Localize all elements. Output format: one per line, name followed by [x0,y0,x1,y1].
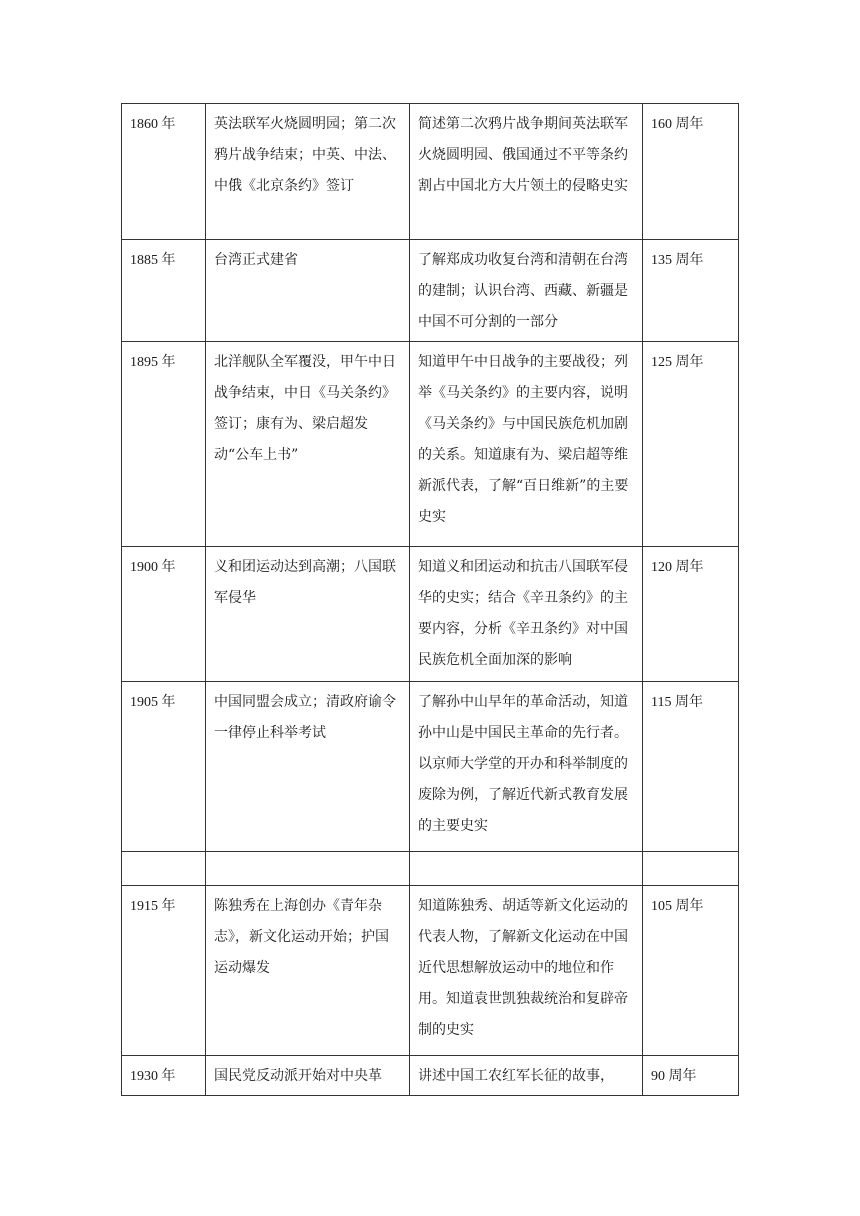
table-row [122,1056,739,1096]
anniversary-cell: 125 周年 [643,342,739,547]
year-cell: 1860 年 [122,104,206,240]
event-cell: 北洋舰队全军覆没，甲午中日战争结束，中日《马关条约》签订；康有为、梁启超发动“公车上书” [206,342,410,547]
year-cell [122,852,206,886]
requirement-cell [410,852,643,886]
event-cell [206,852,410,886]
requirement-cell: 讲述中国工农红军长征的故事， [410,1056,643,1096]
event-cell: 中国同盟会成立；清政府谕令一律停止科举考试 [206,682,410,852]
event-cell: 台湾正式建省 [206,240,410,342]
requirement-cell: 知道甲午中日战争的主要战役；列举《马关条约》的主要内容，说明《马关条约》与中国民族危机加剧的关系。知道康有为、梁启超等维新派代表，了解“百日维新”的主要史实 [410,342,643,547]
event-cell: 英法联军火烧圆明园；第二次鸦片战争结束；中英、中法、中俄《北京条约》签订 [206,104,410,240]
table-row [122,240,739,342]
table-row [122,886,739,1056]
requirement-cell: 了解孙中山早年的革命活动，知道孙中山是中国民主革命的先行者。以京师大学堂的开办和科举制度的废除为例，了解近代新式教育发展的主要史实 [410,682,643,852]
year-cell: 1885 年 [122,240,206,342]
year-cell: 1905 年 [122,682,206,852]
table-row [122,682,739,852]
requirement-cell: 简述第二次鸦片战争期间英法联军火烧圆明园、俄国通过不平等条约割占中国北方大片领土的侵略史实 [410,104,643,240]
event-cell: 陈独秀在上海创办《青年杂志》，新文化运动开始；护国运动爆发 [206,886,410,1056]
anniversary-cell: 160 周年 [643,104,739,240]
table-row [122,342,739,547]
table-row [122,852,739,886]
event-cell: 国民党反动派开始对中央革 [206,1056,410,1096]
anniversary-cell [643,852,739,886]
requirement-cell: 知道陈独秀、胡适等新文化运动的代表人物，了解新文化运动在中国近代思想解放运动中的地位和作用。知道袁世凯独裁统治和复辟帝制的史实 [410,886,643,1056]
anniversary-cell: 105 周年 [643,886,739,1056]
anniversary-cell: 90 周年 [643,1056,739,1096]
history-table [121,103,739,1096]
year-cell: 1900 年 [122,547,206,682]
table-row [122,104,739,240]
table-row [122,547,739,682]
requirement-cell: 知道义和团运动和抗击八国联军侵华的史实；结合《辛丑条约》的主要内容，分析《辛丑条约》对中国民族危机全面加深的影响 [410,547,643,682]
requirement-cell: 了解郑成功收复台湾和清朝在台湾的建制；认识台湾、西藏、新疆是中国不可分割的一部分 [410,240,643,342]
year-cell: 1895 年 [122,342,206,547]
event-cell: 义和团运动达到高潮；八国联军侵华 [206,547,410,682]
anniversary-cell: 135 周年 [643,240,739,342]
table-body [122,104,739,1096]
anniversary-cell: 115 周年 [643,682,739,852]
year-cell: 1915 年 [122,886,206,1056]
anniversary-cell: 120 周年 [643,547,739,682]
year-cell: 1930 年 [122,1056,206,1096]
